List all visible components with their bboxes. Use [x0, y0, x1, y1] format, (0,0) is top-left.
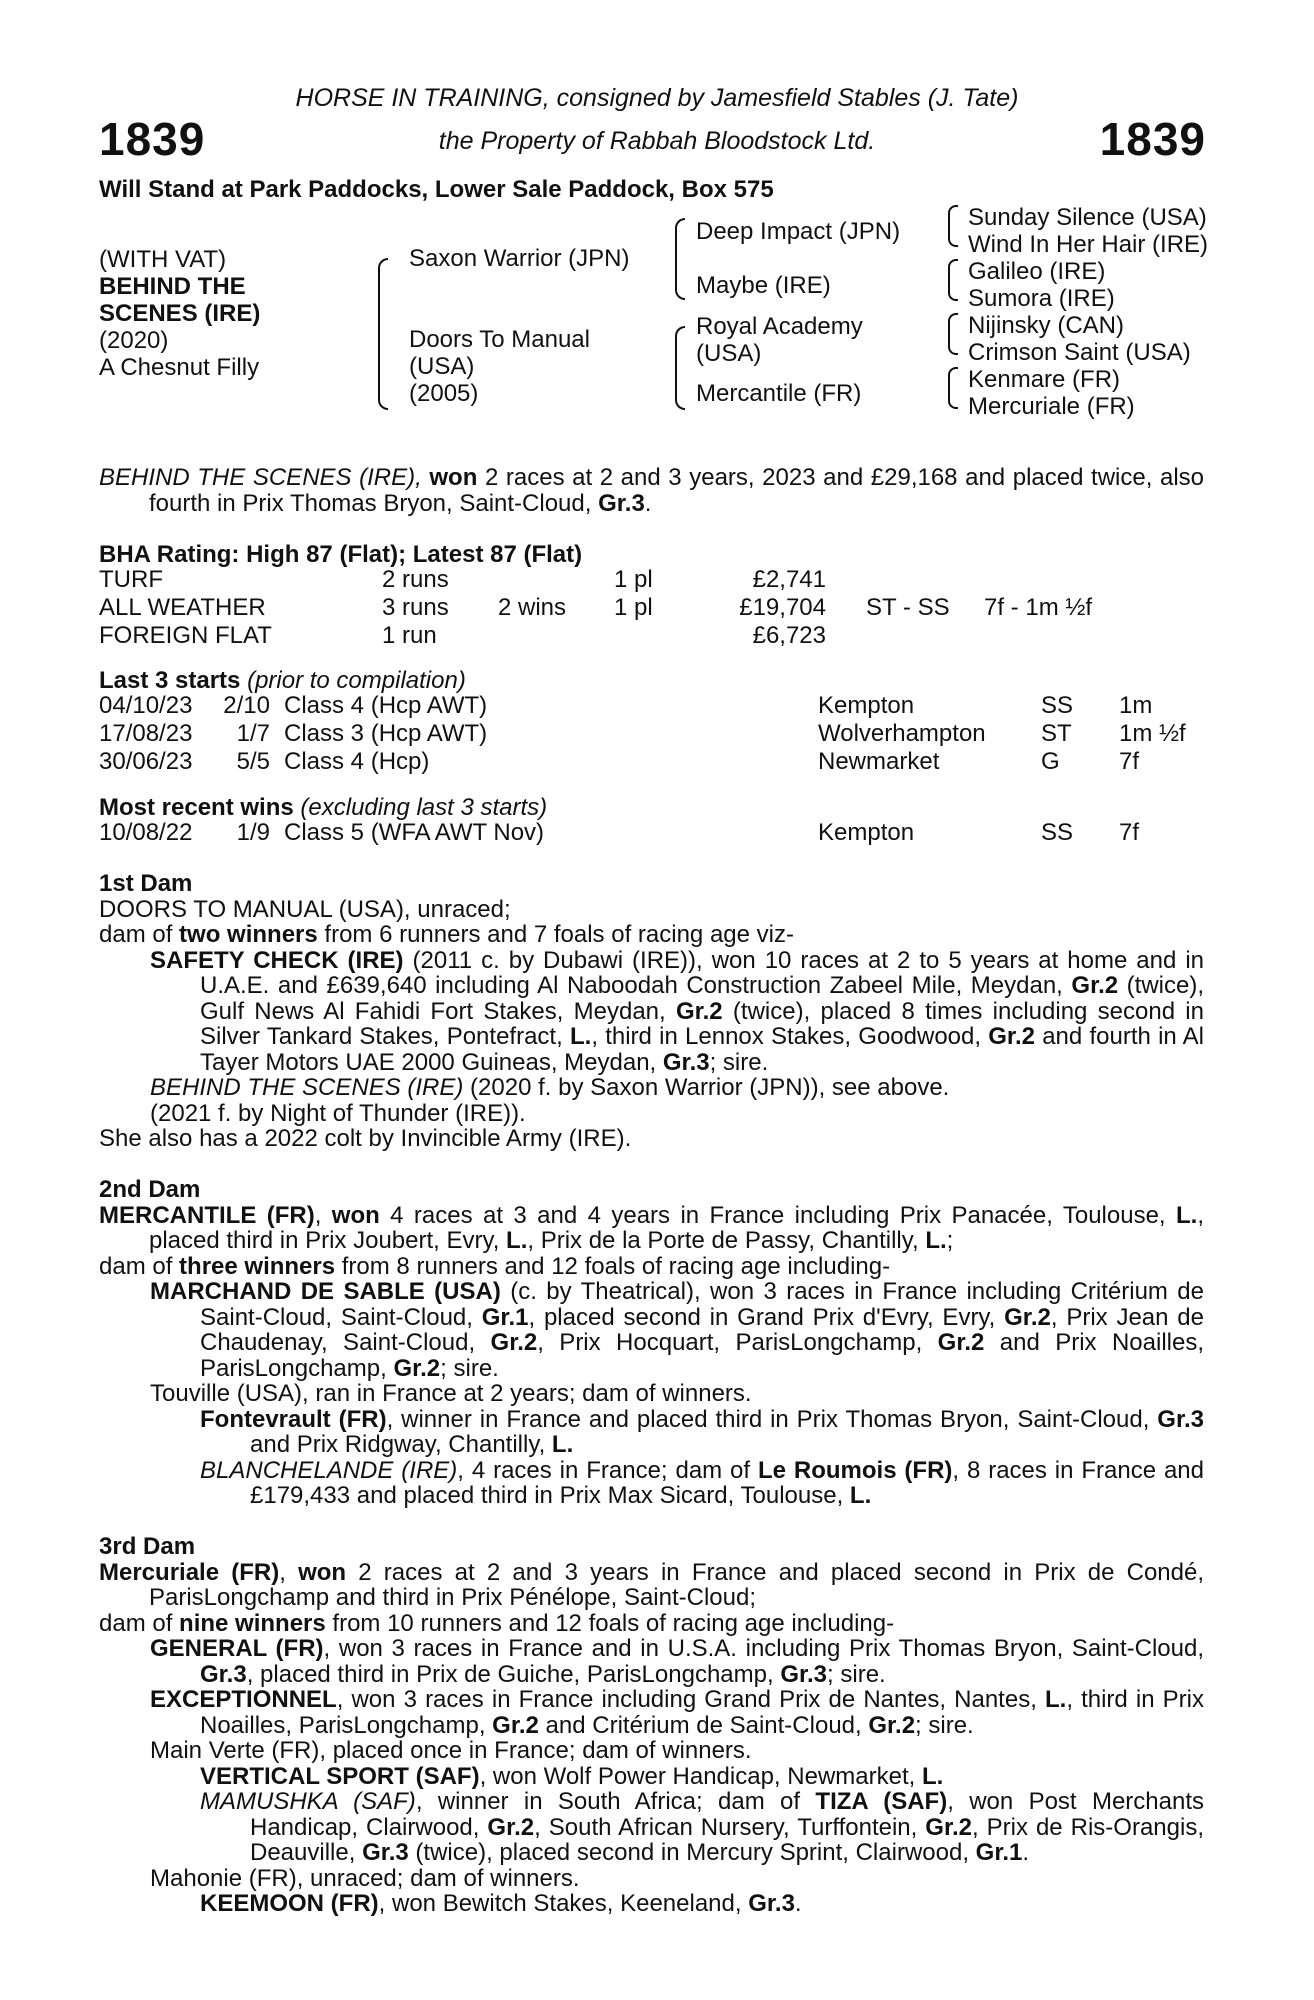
text: (twice), placed 8 times including second in Silver Tankard Stakes, Pontefract, [200, 997, 1204, 1050]
text: , placed third in Prix Joubert, Evry, [149, 1201, 1204, 1254]
lot-number-left: 1839 [99, 113, 206, 165]
recent-wins-subtitle: (excluding last 3 starts) [300, 794, 548, 821]
pedigree-gen3 [968, 204, 1208, 420]
progeny-name: EXCEPTIONNEL [150, 1686, 337, 1713]
text: ; sire. [709, 1048, 769, 1076]
dam-name: MERCANTILE (FR) [99, 1201, 315, 1229]
pedigree-dd: Mercantile (FR) [696, 380, 862, 407]
third-dam-grandprogeny-2 [99, 1789, 1204, 1866]
text: , winner in South Africa; dam of [415, 1788, 816, 1815]
text: , third in Prix Noailles, ParisLongchamp, [200, 1686, 1204, 1739]
start-course: Newmarket [818, 748, 940, 775]
win-row [99, 819, 1139, 847]
pedigree-sdd: Sumora (IRE) [968, 285, 1115, 312]
text: two winners [179, 921, 318, 948]
grade: Gr.3 [662, 1048, 710, 1076]
stand-location: Will Stand at Park Paddocks, Lower Sale Paddock, Box 575 [99, 176, 774, 203]
text: nine winners [179, 1609, 326, 1637]
rating-placed [614, 622, 704, 650]
start-going: SS [1041, 692, 1074, 719]
text: ; sire. [827, 1660, 886, 1688]
grade: L. [921, 1762, 944, 1790]
last-starts-heading [99, 667, 466, 695]
rating-placed: 1 pl [614, 566, 653, 593]
progeny-name: GENERAL (FR) [150, 1635, 324, 1662]
first-dam-title: 1st Dam [99, 870, 193, 897]
horse-name-line1: BEHIND THE [99, 273, 246, 300]
first-dam-summary [99, 922, 1204, 948]
rating-title: BHA Rating: High 87 (Flat); Latest 87 (Flat) [99, 541, 583, 568]
progeny-name: MAMUSHKA (SAF) [200, 1788, 416, 1815]
grade: Gr.2 [1004, 1303, 1051, 1331]
text: , placed second in Grand Prix d'Evry, Evry, [528, 1303, 1005, 1331]
grade: Gr.3 [200, 1660, 247, 1688]
pedigree-dss: Nijinsky (CAN) [968, 312, 1124, 339]
start-date: 04/10/23 [99, 692, 193, 719]
recent-wins-table [99, 819, 1139, 847]
progeny-name: KEEMOON (FR) [200, 1890, 379, 1917]
rating-runs: 3 runs [382, 594, 449, 621]
start-going: ST [1041, 720, 1072, 747]
grade: Gr.3 [1157, 1405, 1204, 1433]
rating-wins: 2 wins [498, 594, 567, 621]
text: from 8 runners and 12 foals of racing age including- [335, 1252, 891, 1280]
pedigree-brace-sire [675, 218, 685, 300]
rating-dist [984, 566, 1092, 594]
rating-surface: ALL WEATHER [99, 594, 266, 621]
summary-text: 2 races at 2 and 3 years, 2023 and £29,168 and placed twice, also fourth in Prix Thomas Bryon, Saint-Cloud, [149, 464, 1204, 517]
summary-horse-name: BEHIND THE SCENES (IRE), [99, 464, 422, 491]
last-starts-subtitle: (prior to compilation) [247, 667, 466, 694]
pedigree-ddd: Mercuriale (FR) [968, 393, 1135, 420]
pedigree-ds-line2: (USA) [696, 340, 762, 367]
text: and Prix Ridgway, Chantilly, [250, 1431, 552, 1458]
progeny-name: BEHIND THE SCENES (IRE) [150, 1074, 464, 1101]
text: , won Wolf Power Handicap, Newmarket, [479, 1762, 922, 1790]
text: from 10 runners and 12 foals of racing age including- [325, 1609, 895, 1637]
grade: L. [1176, 1201, 1198, 1229]
second-dam-grandprogeny-1 [99, 1407, 1204, 1458]
start-row [99, 692, 1186, 720]
start-course: Kempton [818, 692, 915, 719]
rating-prize: £6,723 [752, 622, 826, 649]
rating-row [99, 622, 1092, 650]
summary-won: won [429, 464, 478, 491]
progeny-name: MARCHAND DE SABLE (USA) [150, 1278, 501, 1305]
text: and fourth in Al Tayer Motors UAE 2000 Guineas, Meydan, [200, 1023, 1204, 1076]
win-distance: 7f [1119, 819, 1140, 846]
text: (twice), placed second in Mercury Sprint, Clairwood, [408, 1839, 976, 1866]
rating-dist: 7f - 1m ½f [984, 594, 1093, 621]
first-dam-progeny-3: (2021 f. by Night of Thunder (IRE)). [150, 1099, 526, 1127]
text: dam of [99, 921, 180, 948]
text: , won 3 races in France including Grand Prix de Nantes, Nantes, [336, 1686, 1045, 1713]
pedigree-brace-4b [948, 259, 958, 301]
rating-prize: £19,704 [739, 594, 826, 621]
pedigree-brace-4a [948, 205, 958, 247]
text: dam of [99, 1252, 180, 1280]
grade: Gr.2 [675, 997, 723, 1025]
pedigree-brace-4d [948, 367, 958, 409]
second-dam-grandprogeny-2 [99, 1458, 1204, 1509]
text: , Prix Hocquart, ParisLongchamp, [537, 1329, 938, 1356]
dam-name: Mercuriale (FR) [99, 1558, 280, 1586]
second-dam-progeny-2: Touville (USA), ran in France at 2 years; dam of winners. [150, 1380, 752, 1407]
text: dam of [99, 1609, 180, 1637]
first-dam-progeny-2 [99, 1075, 1204, 1101]
grade: Gr.3 [748, 1890, 795, 1917]
grade: L. [569, 1023, 592, 1050]
pedigree-ss: Deep Impact (JPN) [696, 218, 901, 245]
summary-end: . [644, 489, 652, 517]
text: and Prix Noailles, ParisLongchamp, [200, 1329, 1204, 1382]
first-dam-section [99, 871, 1204, 1152]
start-position: 5/5 [236, 748, 270, 775]
text: won [298, 1558, 347, 1586]
start-race: Class 4 (Hcp) [284, 748, 430, 775]
text: , won Post Merchants Handicap, Clairwood, [250, 1788, 1204, 1841]
rating-placed: 1 pl [614, 594, 653, 621]
pedigree-sss: Sunday Silence (USA) [968, 204, 1207, 231]
grade: Gr.2 [868, 1711, 916, 1739]
pedigree-brace-dam [675, 326, 685, 410]
third-dam-progeny-3: Main Verte (FR), placed once in France; dam of winners. [150, 1737, 752, 1764]
third-dam-record: Mercuriale (FR), won 2 races at 2 and 3 years in France and placed second in Prix de Condé, ParisLongchamp and third in Prix Pénélope, Saint-Cloud; [99, 1558, 1205, 1611]
second-dam-record: MERCANTILE (FR), won 4 races at 3 and 4 years in France including Prix Panacée, Toulouse, L., placed third in Prix Joubert, Evry, L., Prix de la Porte de Passy, Chantilly, L.; [99, 1201, 1204, 1254]
rating-going [866, 622, 984, 650]
win-date: 10/08/22 [99, 819, 193, 846]
pedigree-dam-line3: (2005) [409, 380, 479, 407]
text: , won Bewitch Stakes, Keeneland, [378, 1890, 749, 1917]
grade: Gr.3 [780, 1660, 828, 1688]
pedigree-dam-line2: (USA) [409, 353, 475, 380]
third-dam-progeny-1 [99, 1636, 1204, 1687]
rating-going [866, 566, 984, 594]
third-dam-progeny-2 [99, 1687, 1204, 1738]
text: 4 races at 3 and 4 years in France including Prix Panacée, Toulouse, [379, 1201, 1176, 1229]
third-dam-title: 3rd Dam [99, 1533, 196, 1560]
property-line: the Property of Rabbah Bloodstock Ltd. [438, 127, 876, 155]
third-dam-grandprogeny-3 [99, 1891, 1204, 1917]
text: , Prix de Ris-Orangis, Deauville, [250, 1813, 1204, 1866]
third-dam-progeny-4: Mahonie (FR), unraced; dam of winners. [150, 1864, 580, 1892]
horse-description: A Chesnut Filly [99, 354, 260, 381]
grade: Gr.1 [481, 1303, 529, 1331]
text: . [1022, 1839, 1030, 1866]
rating-runs: 2 runs [382, 566, 449, 593]
lot-number-right: 1839 [1099, 113, 1206, 165]
text: from 6 runners and 7 foals of racing age viz- [317, 921, 794, 948]
start-date: 30/06/23 [99, 748, 193, 775]
rating-row [99, 594, 1092, 622]
start-distance: 1m ½f [1119, 720, 1186, 747]
rating-row [99, 566, 1092, 594]
start-position: 1/7 [236, 720, 270, 747]
pedigree-brace-4c [948, 313, 958, 355]
pedigree-sds: Galileo (IRE) [968, 258, 1106, 285]
grade: L. [1044, 1686, 1067, 1713]
start-going: G [1041, 748, 1060, 775]
pedigree-dam-line1: Doors To Manual [409, 326, 590, 353]
text: , Prix de la Porte de Passy, Chantilly, [527, 1227, 926, 1254]
horse-name-line2: SCENES (IRE) [99, 300, 261, 327]
grade: L. [849, 1482, 872, 1509]
rating-surface: FOREIGN FLAT [99, 622, 272, 649]
grade: Gr.1 [975, 1839, 1023, 1866]
first-dam-progeny-1 [99, 948, 1204, 1076]
text: , Prix Jean de Chaudenay, Saint-Cloud, [200, 1303, 1205, 1356]
last-starts-table [99, 692, 1186, 776]
grade: L. [506, 1227, 528, 1254]
text: 2 races at 2 and 3 years in France and placed second in Prix de Condé, ParisLongchamp and third in Prix Pénélope, Saint-Cloud; [149, 1558, 1205, 1611]
consignor-line: HORSE IN TRAINING, consigned by Jamesfield Stables (J. Tate) [295, 84, 1019, 112]
grade: Gr.2 [988, 1023, 1035, 1050]
rating-surface: TURF [99, 566, 163, 593]
third-dam-section [99, 1534, 1204, 1917]
win-course: Kempton [818, 819, 915, 846]
summary-grade: Gr.3 [598, 489, 645, 517]
race-summary [99, 465, 1204, 516]
last-starts-title: Last 3 starts [99, 667, 241, 694]
pedigree-sd: Maybe (IRE) [696, 272, 831, 299]
pedigree-dds: Kenmare (FR) [968, 366, 1121, 393]
vat-label: (WITH VAT) [99, 246, 227, 273]
rating-dist [984, 622, 1092, 650]
rating-prize: £2,741 [752, 566, 826, 593]
progeny-name: BLANCHELANDE (IRE) [200, 1456, 458, 1484]
rating-runs: 1 run [382, 622, 437, 649]
progeny-name: Fontevrault (FR) [200, 1405, 387, 1433]
text: (2011 c. by Dubawi (IRE)), won 10 races at 2 to 5 years at home and in U.A.E. and £639,640 including Al Naboodah Construction Zabeel Mile, Meydan, [200, 946, 1205, 999]
pedigree-brace-main [378, 258, 388, 410]
start-distance: 7f [1119, 748, 1140, 775]
start-course: Wolverhampton [818, 720, 986, 747]
start-race: Class 3 (Hcp AWT) [284, 720, 488, 747]
first-dam-intro: DOORS TO MANUAL (USA), unraced; [99, 895, 511, 923]
pedigree-ds [696, 313, 863, 367]
text: , 8 races in France and £179,433 and placed third in Prix Max Sicard, Toulouse, [250, 1456, 1204, 1509]
win-position: 1/9 [236, 819, 270, 846]
progeny-name: Le Roumois (FR) [757, 1456, 953, 1484]
win-going: SS [1041, 819, 1074, 846]
first-dam-note: She also has a 2022 colt by Invincible Army (IRE). [99, 1125, 632, 1152]
pedigree-dsd: Crimson Saint (USA) [968, 339, 1191, 366]
progeny-name: SAFETY CHECK (IRE) [150, 946, 404, 974]
text: and Critérium de Saint-Cloud, [538, 1711, 869, 1739]
horse-year: (2020) [99, 327, 169, 354]
grade: Gr.2 [490, 1329, 538, 1356]
third-dam-summary [99, 1611, 1204, 1637]
grade: Gr.2 [925, 1813, 972, 1841]
text: ; sire. [915, 1711, 974, 1739]
recent-wins-heading [99, 794, 547, 822]
text: won [331, 1201, 380, 1229]
text: , third in Lennox Stakes, Goodwood, [591, 1023, 989, 1050]
start-distance: 1m [1119, 692, 1153, 719]
start-race: Class 4 (Hcp AWT) [284, 692, 488, 719]
grade: Gr.2 [937, 1329, 985, 1356]
start-row [99, 720, 1186, 748]
start-position: 2/10 [223, 692, 270, 719]
text: three winners [179, 1252, 336, 1280]
grade: Gr.3 [362, 1839, 409, 1866]
grade: Gr.2 [492, 1711, 539, 1739]
text: ; [946, 1227, 954, 1254]
text: ; sire. [440, 1354, 499, 1382]
text: (2020 f. by Saxon Warrior (JPN)), see above. [463, 1074, 950, 1101]
pedigree-ssd: Wind In Her Hair (IRE) [968, 231, 1209, 258]
text: , winner in France and placed third in Prix Thomas Bryon, Saint-Cloud, [386, 1405, 1158, 1433]
second-dam-section [99, 1177, 1204, 1509]
progeny-name: VERTICAL SPORT (SAF) [200, 1762, 480, 1790]
text: , 4 races in France; dam of [457, 1456, 758, 1484]
progeny-name: TIZA (SAF) [815, 1788, 948, 1815]
win-race: Class 5 (WFA AWT Nov) [284, 819, 545, 846]
third-dam-grandprogeny-1 [99, 1764, 1204, 1790]
rating-going: ST - SS [866, 594, 950, 621]
pedigree-dam [409, 326, 590, 407]
start-row [99, 748, 1186, 776]
grade: Gr.2 [393, 1354, 441, 1382]
pedigree-ds-line1: Royal Academy [696, 313, 863, 340]
grade: L. [925, 1227, 947, 1254]
text: (twice), Gulf News Al Fahidi Fort Stakes, Meydan, [200, 972, 1204, 1025]
text: . [794, 1890, 802, 1917]
second-dam-title: 2nd Dam [99, 1176, 201, 1203]
grade: L. [551, 1431, 574, 1458]
pedigree-sire: Saxon Warrior (JPN) [409, 245, 630, 272]
rating-wins [498, 566, 614, 594]
grade: Gr.2 [487, 1813, 535, 1841]
text: (c. by Theatrical), won 3 races in France including Critérium de Saint-Cloud, Saint-Cloud, [200, 1278, 1204, 1331]
start-date: 17/08/23 [99, 720, 193, 747]
recent-wins-title: Most recent wins [99, 794, 294, 821]
rating-table [99, 566, 1092, 650]
text: , placed third in Prix de Guiche, ParisLongchamp, [246, 1660, 781, 1688]
text: , won 3 races in France and in U.S.A. including Prix Thomas Bryon, Saint-Cloud, [323, 1635, 1204, 1662]
grade: Gr.2 [1071, 972, 1119, 999]
second-dam-summary [99, 1254, 1204, 1280]
second-dam-progeny-1 [99, 1279, 1204, 1381]
text: , South African Nursery, Turffontein, [534, 1813, 926, 1841]
rating-wins [498, 622, 614, 650]
horse-identity [99, 246, 260, 381]
